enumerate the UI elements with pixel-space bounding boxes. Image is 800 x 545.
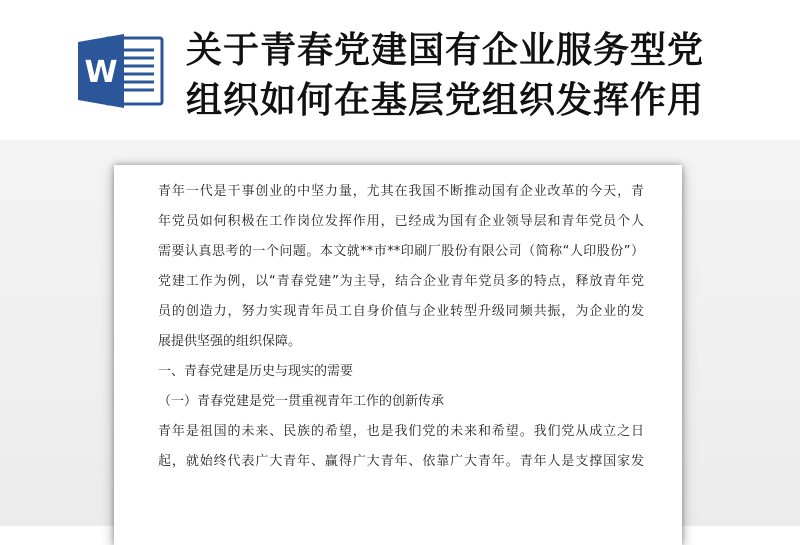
document-body — [158, 177, 644, 477]
paragraph-line: 需要认真思考的一个问题。本文就**市**印刷厂股份有限公司（简称“人印股份”） — [158, 244, 644, 259]
section-heading: 一、青春党建是历史与现实的需要 — [158, 364, 354, 379]
paragraph-line: 党建工作为例，以“青春党建”为主导，结合企业青年党员多的特点，释放青年党 — [158, 274, 644, 289]
paragraph-line: 员的创造力，努力实现青年员工自身价值与企业转型升级同频共振，为企业的发 — [158, 304, 644, 319]
paragraph-line: 展提供坚强的组织保障。 — [158, 334, 302, 349]
title-line-1: 关于青春党建国有企业服务型党 — [186, 30, 705, 71]
document-page — [114, 165, 682, 545]
document-title — [186, 26, 786, 126]
title-line-2: 组织如何在基层党组织发挥作用 — [186, 80, 705, 121]
paragraph-line: 起，就始终代表广大青年、赢得广大青年、依靠广大青年。青年人是支撑国家发 — [158, 454, 644, 469]
paragraph-line: 青年一代是干事创业的中坚力量，尤其在我国不断推动国有企业改革的今天，青 — [158, 184, 644, 199]
subsection-heading: （一）青春党建是党一贯重视青年工作的创新传承 — [158, 394, 445, 409]
word-icon-letter: W — [84, 55, 118, 90]
paragraph-line: 年党员如何积极在工作岗位发挥作用，已经成为国有企业领导层和青年党员个人 — [158, 214, 644, 229]
word-document-icon — [76, 30, 166, 110]
header — [0, 0, 800, 140]
paragraph-line: 青年是祖国的未来、民族的希望，也是我们党的未来和希望。我们党从成立之日 — [158, 424, 644, 439]
